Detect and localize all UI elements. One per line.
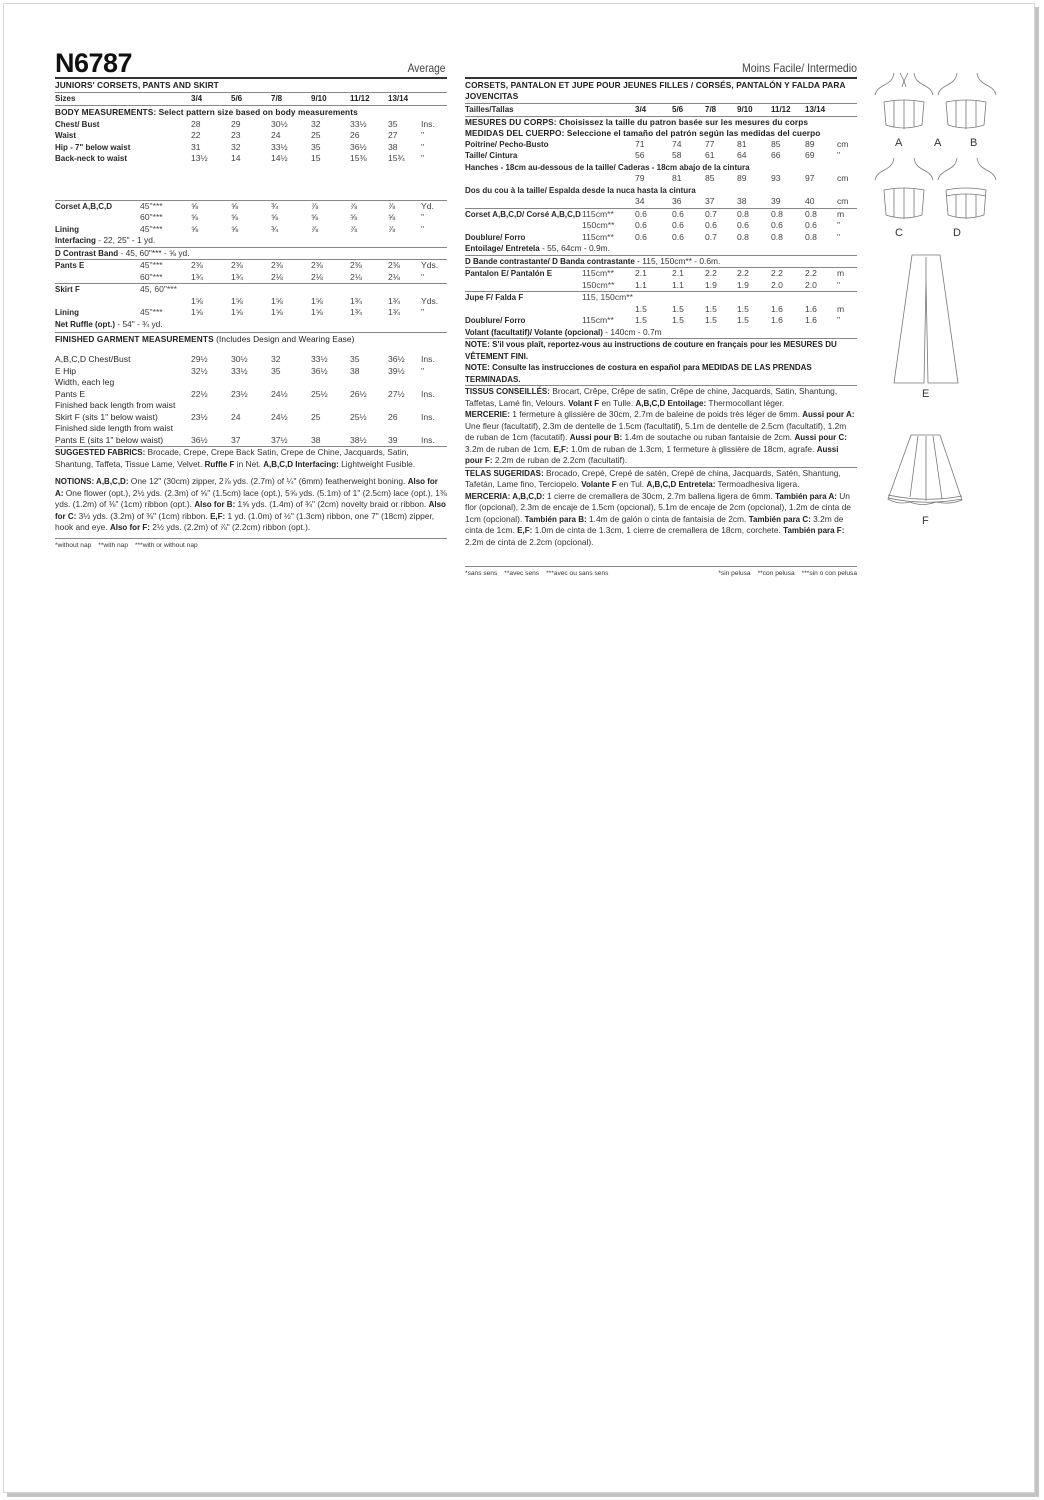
finished-row: Pants E 22½ 23½ 24½ 25½ 26½ 27½ Ins. — [55, 388, 435, 399]
body-row-fr-es: Taille/ Cintura 56 58 61 64 66 69 " — [465, 150, 841, 160]
skirt-label-row-fr-es: Jupe F/ Falda F 115, 150cm** — [465, 292, 633, 302]
corset-yardage-row: 60"*** ⅝ ⅝ ⅝ ⅝ ⅝ ⅝ " — [140, 212, 425, 222]
view-label-a2: A — [934, 137, 942, 149]
tissus-conseilles: TISSUS CONSEILLÉS: Brocart, Crêpe, Crêpe de satin, Crêpe de chine, Jacquards, Satin, Shantung, Taffetas, Lamé fin, Velours. Volant F en Tulle. A,B,C,D Entoilage: Thermocollant léger. — [465, 386, 838, 408]
lining-yardage-row-fr-es: Doublure/ Forro 115cm** 0.6 0.6 0.7 0.8 0.8 0.8 " — [465, 231, 841, 242]
skirt-yardage-row-fr-es: 1.5 1.5 1.5 1.5 1.6 1.6 m — [635, 303, 845, 314]
pants-yardage-row-fr-es: Pantalon E/ Pantalón E 115cm** 2.1 2.1 2.2 2.2 2.2 2.2 m — [465, 268, 845, 278]
pants-yardage-row: Pants E 45"*** 2⅜ 2⅜ 2⅜ 2⅜ 2⅜ 2⅜ Yds. — [55, 260, 439, 270]
finished-measurements-table — [55, 354, 447, 446]
lining-yardage-row: Lining 45"*** ⅝ ⅝ ¾ ⅞ ⅞ ⅞ " — [55, 223, 425, 234]
back-label-row: Dos du cou à la taille/ Espalda desde la nuca hasta la cintura — [465, 185, 696, 195]
view-label-e: E — [922, 388, 930, 400]
interfacing-yardage-fr-es: Entoilage/ Entretela - 55, 64cm - 0.9m. — [465, 243, 610, 253]
skirt-lining-row: Lining 45"*** 1⅝ 1⅝ 1⅝ 1⅝ 1¾ 1¾ " — [55, 307, 425, 317]
hip-row-fr-es: 79 81 85 89 93 97 cm — [635, 173, 849, 183]
body-row: Back-neck to waist 13½ 14 14½ 15 15⅜ 15¾ " — [55, 153, 425, 163]
hip-label-row: Hanches - 18cm au-dessous de la taille/ Caderas - 18cm abajo de la cintura — [465, 162, 750, 172]
footnotes-fr-es: *sans sens **avec sens ***avec ou sans sens *sin pelusa **con pelusa ***sin o con pelusa — [465, 570, 857, 577]
pants-yardage-row-fr-es: 150cm** 1.1 1.1 1.9 1.9 2.0 2.0 " — [582, 279, 841, 290]
body-row: Hip - 7" below waist 31 32 33½ 35 36½ 38 " — [55, 141, 425, 152]
sizes-row: Sizes 3/4 5/6 7/8 9/10 11/12 13/14 — [55, 94, 409, 103]
finished-row: Width, each leg — [55, 377, 115, 387]
garment-title: JUNIORS' CORSETS, PANTS AND SKIRT — [55, 80, 219, 90]
body-measurements-header: BODY MEASUREMENTS: Select pattern size based on body measurements — [55, 106, 358, 117]
body-row: Waist 22 23 24 25 26 27 " — [55, 130, 425, 140]
back-row-fr-es: 34 36 37 38 39 40 cm — [635, 196, 849, 206]
note-es: NOTE: Consulte las instrucciones de costura en español para MEDIDAS DE LAS PRENDAS TERMINADAS. — [465, 363, 812, 384]
merceria: MERCERIA: A,B,C,D: 1 cierre de cremallera de 30cm, 2.7m ballena ligera de 6mm. También para A: Un flor (opcional), 2.3m de encaje de 1.5cm (opcional), 5.1m de encaje de 2cm (opcional), 1.2m de cinta de 1cm (opcional). También para B: 1.4m de galón o cinta de fantaisia de 2cm. También para C: 3.2m de cinta de 1cm. E,F: 1.0m de cinta de 1.3cm, 1 cierre de cremallera de 18cm, corchete. También para F: 2.2m de cinta de 2.2cm (opcional). — [465, 490, 851, 547]
skirt-lining-row-fr-es: Doublure/ Forro 115cm** 1.5 1.5 1.5 1.5 1.6 1.6 " — [465, 315, 841, 325]
french-spanish-column — [465, 50, 857, 577]
footnotes: *without nap **with nap ***with or without nap — [55, 541, 198, 549]
ruffle-yardage-fr-es: Volant (facultatif)/ Volante (opcional) - 140cm - 0.7m — [465, 326, 662, 337]
body-measurements-table-fr-es — [465, 139, 857, 208]
garment-sketches-icon — [870, 65, 1000, 535]
technical-sketches — [870, 65, 1000, 535]
skirt-label-row: Skirt F 45, 60"*** — [55, 284, 177, 294]
view-label-b: B — [970, 137, 978, 149]
net-ruffle-yardage: Net Ruffle (opt.) - 54" - ¾ yd. — [55, 318, 163, 329]
finished-row: Skirt F (sits 1" below waist) 23½ 24 24½ 25 25½ 26 Ins. — [55, 411, 435, 422]
note-fr: NOTE: S'il vous plaît, reportez-vous au instructions de couture en français pour les MESURES DU VÊTEMENT FINI. — [465, 340, 837, 361]
finished-row: Pants E (sits 1" below waist) 36½ 37 37½ 38 38½ 39 Ins. — [55, 434, 435, 445]
suggested-fabrics: SUGGESTED FABRICS: Brocade, Crepe, Crepe Back Satin, Crepe de Chine, Jacquards, Satin, Shantung, Taffeta, Tissue Lame, Velvet. Ruffle F in Net. A,B,C,D Interfacing: Lightweight Fusible. — [55, 447, 416, 469]
finished-row: A,B,C,D Chest/Bust 29½ 30½ 32 33½ 35 36½ Ins. — [55, 354, 435, 364]
finished-row: Finished back length from waist — [55, 400, 176, 410]
finished-row: E Hip 32½ 33½ 35 36½ 38 39½ " — [55, 365, 425, 376]
body-header-es: MEDIDAS DEL CUERPO: Seleccione el tamaño del patrón según las medidas del cuerpo — [465, 127, 821, 138]
corset-yardage-row-fr-es: Corset A,B,C,D/ Corsé A,B,C,D 115cm** 0.6 0.6 0.7 0.8 0.8 0.8 m — [465, 208, 845, 219]
sizes-row-fr-es: Tailles/Tallas 3/4 5/6 7/8 9/10 11/12 13/14 — [465, 105, 826, 114]
mercerie: MERCERIE: 1 fermeture à glissière de 30cm, 2.7m de baleine de poids très léger de 6mm. Aussi pour A: Une fleur (facultatif), 2.3m de dentelle de 1.5cm (facultatif), 5.1m de dentelle de 2.5cm (facultatif), 1.2m de ruban de 1cm (facutatif). Aussi pour B: 1.4m de soutache ou ruban fantaisie de 2cm. Aussi pour C: 3.2m de ruban de 1cm. E,F: 1.0m de ruban de 1.3cm, 1 fermeture à glissière de 18cm, agrafe. Aussi pour F: 2.2m de ruban de 2.2cm (facultatif). — [465, 409, 855, 465]
difficulty-label: Average — [407, 61, 445, 75]
skirt-yardage-row: 1⅝ 1⅝ 1⅝ 1⅝ 1¾ 1¾ Yds. — [191, 295, 439, 306]
body-measurements-table — [55, 119, 447, 165]
view-label-d: D — [953, 227, 961, 239]
corset-yardage-row-fr-es: 150cm** 0.6 0.6 0.6 0.6 0.6 0.6 " — [582, 220, 841, 230]
telas-sugeridas: TELAS SUGERIDAS: Brocado, Crepé, Crepé de satén, Crepé de china, Jacquards, Satén, Shantung, Tafetán, Lame fino, Terciopelo. Volante F en Tul. A,B,C,D Entretela: Termoadhesiva ligera. — [465, 467, 841, 489]
notions: NOTIONS: A,B,C,D: One 12" (30cm) zipper, 2⅞ yds. (2.7m) of ¼" (6mm) featherweight boning. Also for A: One flower (opt.), 2½ yds. (2.3m) of ⅝" (1.5cm) lace (opt.), 5⅝ yds. (5.1m) of 1" (2.5cm) lace (opt.), 1⅜ yds. (1.2m) of ⅜" (1cm) ribbon (opt.). Also for B: 1⅝ yds. (1.4m) of ¾" (2cm) novelty braid or ribbon. Also for C: 3½ yds. (3.2m) of ⅜" (1cm) ribbon. E,F: 1 yd. (1.0m) of ½" (1.3cm) ribbon, one 7" (18cm) zipper, hook and eye. Also for F: 2½ yds. (2.2m) of ⅞" (2.2cm) ribbon (opt.). — [55, 476, 447, 532]
contrast-band-yardage: D Contrast Band - 45, 60"*** - ⅝ yd. — [55, 247, 190, 258]
finished-measurements-header: FINISHED GARMENT MEASUREMENTS (Includes Design and Wearing Ease) — [55, 334, 355, 344]
garment-title-fr-es: CORSETS, PANTALON ET JUPE POUR JEUNES FILLES / CORSÉS, PANTALÓN Y FALDA PARA JOVENCITAS — [465, 80, 846, 101]
contrast-band-yardage-fr-es: D Bande contrastante/ D Banda contrastante - 115, 150cm** - 0.6m. — [465, 255, 721, 266]
view-label-f: F — [922, 515, 929, 527]
yardage-table-fr-es — [465, 209, 857, 339]
finished-row: Finished side length from waist — [55, 423, 173, 433]
view-label-a: A — [895, 137, 903, 149]
pants-yardage-row: 60"*** 1¾ 1¾ 2⅛ 2⅛ 2⅛ 2⅛ " — [140, 271, 425, 282]
interfacing-yardage: Interfacing - 22, 25" - 1 yd. — [55, 235, 156, 245]
body-row: Chest/ Bust 28 29 30½ 32 33½ 35 Ins. — [55, 118, 435, 129]
body-header-fr: MESURES DU CORPS: Choisissez la taille du patron basée sur les mesures du corps — [465, 116, 809, 127]
view-label-c: C — [895, 227, 903, 239]
corset-yardage-row: Corset A,B,C,D 45"*** ⅝ ⅝ ¾ ⅞ ⅞ ⅞ Yd. — [55, 200, 434, 211]
pattern-number: N6787 — [55, 48, 133, 78]
yardage-table — [55, 201, 447, 331]
english-column — [55, 50, 447, 549]
body-row-fr-es: Poitrine/ Pecho-Busto 71 74 77 81 85 89 cm — [465, 138, 849, 149]
difficulty-label-fr-es: Moins Facile/ Intermedio — [741, 61, 857, 75]
